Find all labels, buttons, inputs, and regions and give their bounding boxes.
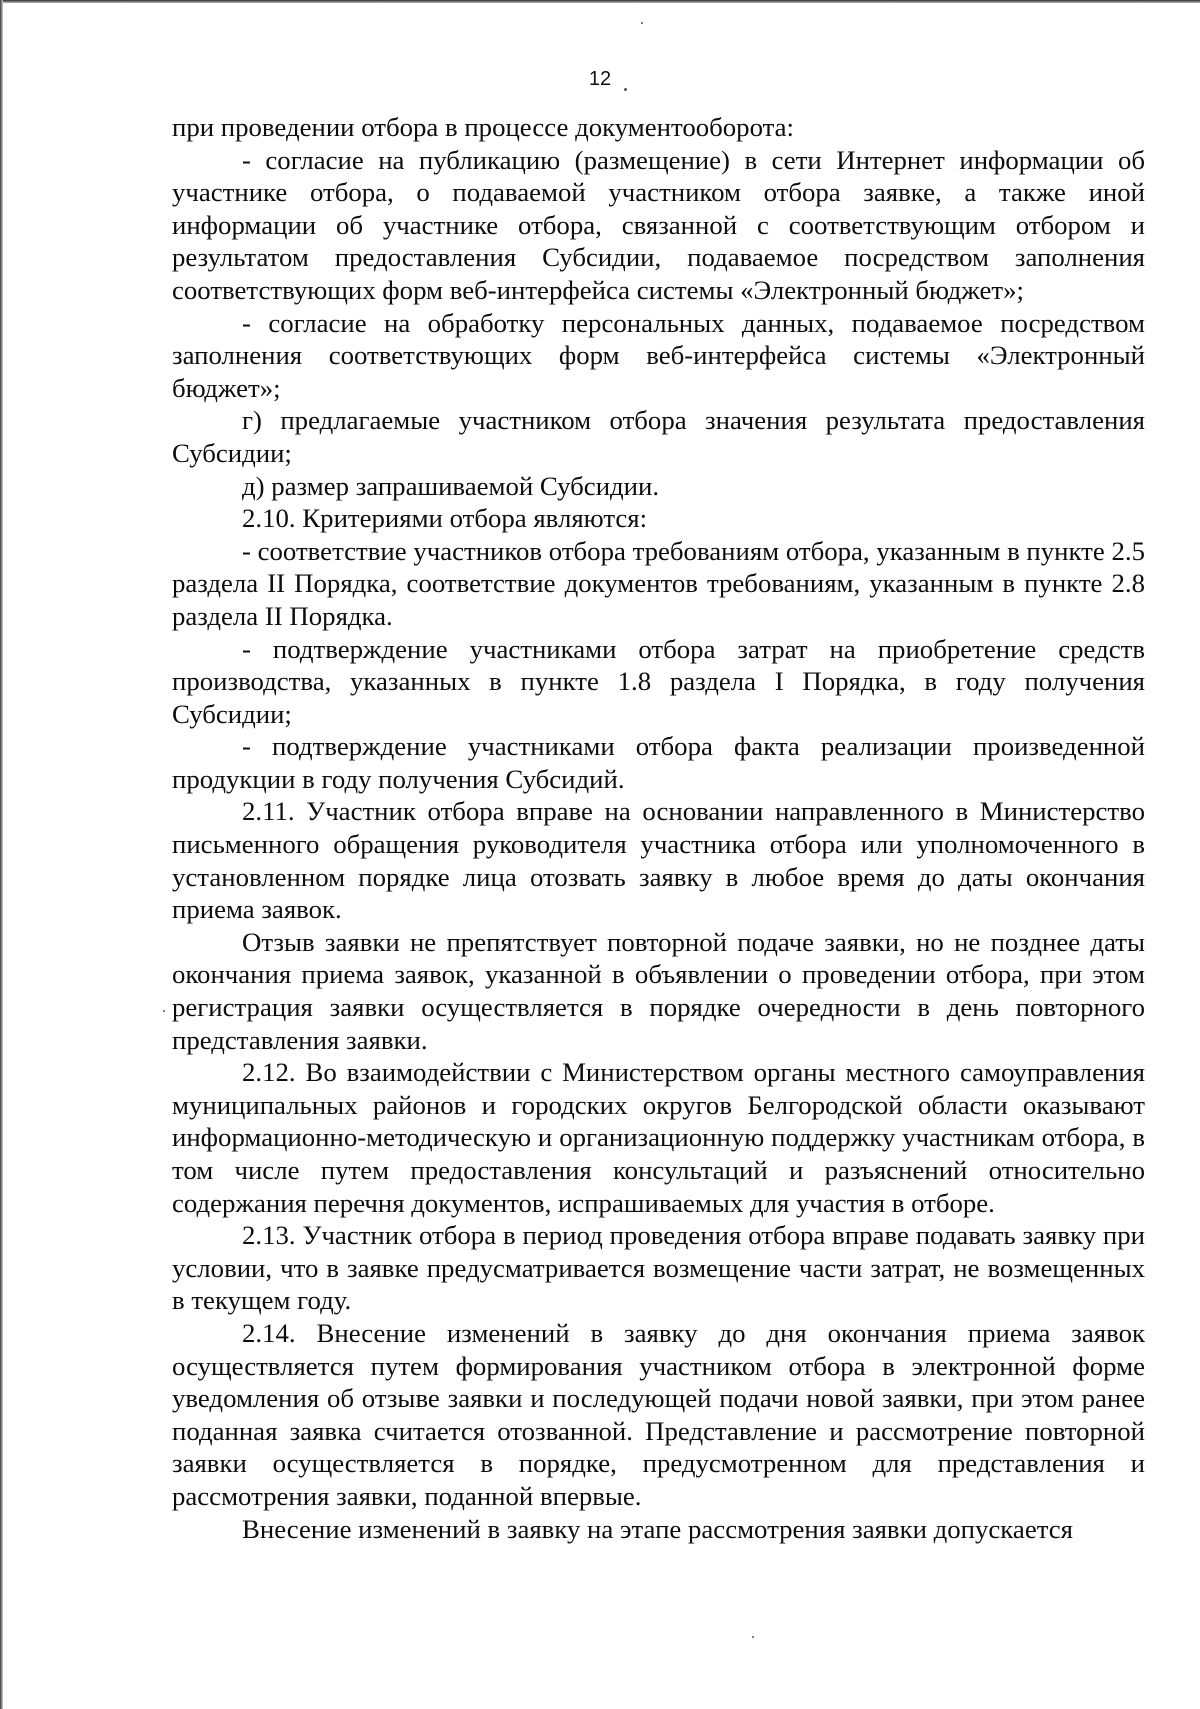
paragraph-amendments: Внесение изменений в заявку на этапе рассмотрения заявки допускается: [242, 1513, 1073, 1544]
scan-top-edge: [0, 0, 1200, 3]
paragraph-2-13: 2.13. Участник отбора в период проведения отбора вправе подавать заявку при условии, что в заявке предусматривается возмещение части затрат, не возмещенных в текущем году.: [172, 1220, 1145, 1316]
scan-speck: [163, 1010, 165, 1012]
paragraph-2-14: 2.14. Внесение изменений в заявку до дня окончания приема заявок осуществляется путем формирования участником отбора в электронной форме уведомления об отзыве заявки и последующей подачи новой заявки, при этом ранее поданная заявка считается отозванной. Представление и рассмотрение повторной заявки осуществляется в порядке, предусмотренном для представления и рассмотрения заявки, поданной впервые.: [172, 1317, 1145, 1511]
scan-speck: [752, 1636, 754, 1638]
scan-speck: [624, 88, 627, 91]
paragraph-item-d: д) размер запрашиваемой Субсидии.: [242, 470, 660, 501]
scan-speck: [641, 22, 643, 24]
scan-left-edge: [0, 0, 3, 1709]
paragraph-2-10: 2.10. Критериями отбора являются:: [242, 503, 648, 534]
paragraph-withdrawal: Отзыв заявки не препятствует повторной подаче заявки, но не позднее даты окончания приема заявок, указанной в объявлении о проведении отбора, при этом регистрация заявки осуществляется в порядке очередности в день повторного представления заявки.: [172, 926, 1145, 1055]
paragraph-criteria-2: - подтверждение участниками отбора затрат на приобретение средств производства, указанных в пункте 1.8 раздела I Порядка, в году получения Субсидии;: [172, 633, 1145, 729]
paragraph-2-11: 2.11. Участник отбора вправе на основании направленного в Министерство письменного обращения руководителя участника отбора или уполномоченного в установленном порядке лица отозвать заявку в любое время до даты окончания приема заявок.: [172, 796, 1145, 925]
paragraph-2-12: 2.12. Во взаимодействии с Министерством органы местного самоуправления муниципальных районов и городских округов Белгородской области оказывают информационно-методическую и организационную поддержку участникам отбора, в том числе путем предоставления консультаций и разъяснений относительно содержания перечня документов, испрашиваемых для участия в отборе.: [172, 1057, 1145, 1218]
paragraph-consent-publication: - согласие на публикацию (размещение) в сети Интернет информации об участнике отбора, о подаваемой участником отбора заявке, а также иной информации об участнике отбора, связанной с соответствующим отбором и результатом предоставления Субсидии, подаваемое посредством заполнения соответствующих форм веб-интерфейса системы «Электронный бюджет»;: [172, 144, 1145, 305]
paragraph-continuation: при проведении отбора в процессе документооборота:: [172, 112, 794, 142]
paragraph-item-g: г) предлагаемые участником отбора значения результата предоставления Субсидии;: [172, 405, 1145, 468]
page-number: 12: [588, 68, 612, 90]
document-body: [172, 111, 1145, 1545]
paragraph-criteria-1: - соответствие участников отбора требованиям отбора, указанным в пункте 2.5 раздела II Порядка, соответствие документов требованиям, указанным в пункте 2.8 раздела II Порядка.: [172, 535, 1145, 631]
paragraph-consent-personal-data: - согласие на обработку персональных данных, подаваемое посредством заполнения соответствующих форм веб-интерфейса системы «Электронный бюджет»;: [172, 307, 1145, 403]
paragraph-criteria-3: - подтверждение участниками отбора факта реализации произведенной продукции в году получения Субсидий.: [172, 731, 1145, 794]
